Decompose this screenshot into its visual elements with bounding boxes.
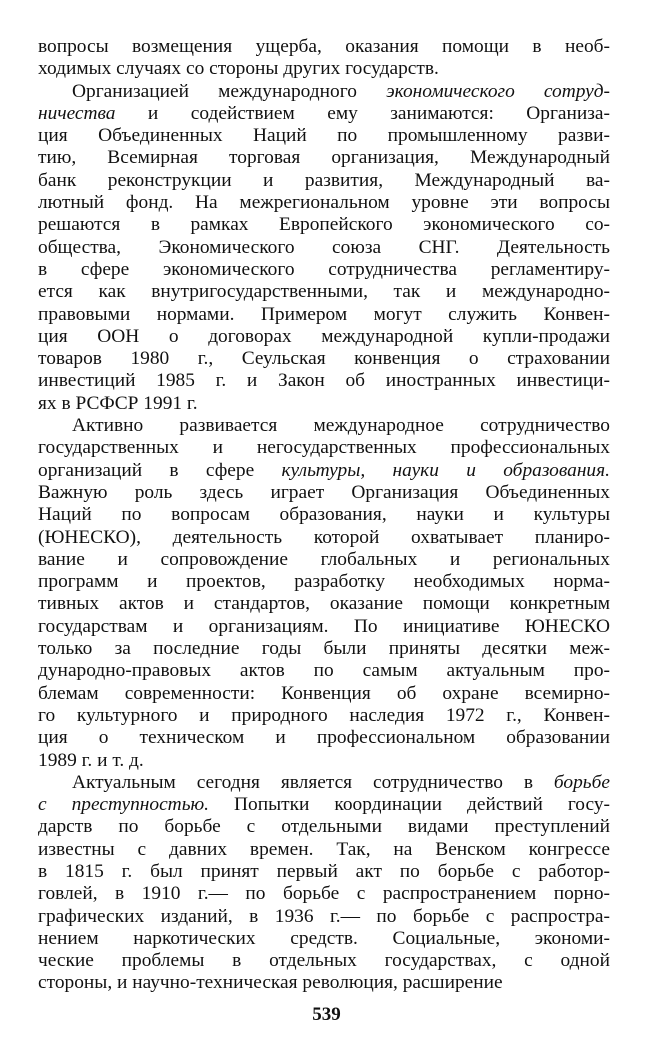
text-line: общества, Экономического союза СНГ. Деятельность — [38, 236, 610, 258]
text-line: стороны, и научно-техническая революция, расширение — [38, 972, 503, 994]
text-line: ция о техническом и профессиональном образовании — [38, 727, 610, 749]
text-line: в 1815 г. был принят первый акт по борьбе с работор- — [38, 860, 610, 882]
text-line: тию, Всемирная торговая организация, Международный — [38, 147, 610, 169]
text-line: решаются в рамках Европейского экономического со- — [38, 214, 610, 236]
text-line: графических изданий, в 1936 г.— по борьбе с распростра- — [38, 905, 610, 927]
text-line: ничества и содействием ему занимаются: Организа- — [38, 102, 610, 124]
emphasis-text: с преступностью. — [38, 794, 210, 816]
text-line: блемам современности: Конвенция об охране всемирно- — [38, 682, 610, 704]
text-line: Важную роль здесь играет Организация Объединенных — [38, 481, 610, 503]
text-line: вание и сопровождение глобальных и региональных — [38, 548, 610, 570]
page-number: 539 — [312, 1004, 341, 1025]
text-line: товаров 1980 г., Сеульская конвенция о страховании — [38, 348, 610, 370]
text-line: нением наркотических средств. Социальные, экономи- — [38, 927, 610, 949]
text-line: с преступностью. Попытки координации действий госу- — [38, 794, 610, 816]
text-line: вопросы возмещения ущерба, оказания помощи в необ- — [38, 36, 610, 57]
text-line: известны с давних времен. Так, на Венском конгрессе — [38, 838, 610, 860]
text-line: ция ООН о договорах международной купли-продажи — [38, 325, 610, 347]
text-line: государственных и негосударственных профессиональных — [38, 437, 610, 459]
text-line: го культурного и природного наследия 1972 г., Конвен- — [38, 704, 610, 726]
text-line: 1989 г. и т. д. — [38, 749, 144, 771]
text-line: лютный фонд. На межрегиональном уровне эти вопросы — [38, 192, 610, 214]
paragraph — [38, 36, 610, 81]
emphasis-text: культуры, науки и образования. — [281, 459, 610, 481]
text-line: ходимых случаях со стороны других государств. — [38, 58, 439, 80]
page-body — [38, 36, 610, 995]
text-line: ется как внутригосударственными, так и международно- — [38, 281, 610, 303]
text-line: правовыми нормами. Примером могут служить Конвен- — [38, 303, 610, 325]
text-line: дународно-правовых актов по самым актуальным про- — [38, 660, 610, 682]
text-line: (ЮНЕСКО), деятельность которой охватывает планиро- — [38, 526, 610, 548]
paragraph — [38, 81, 610, 415]
text-line: ция Объединенных Наций по промышленному разви- — [38, 125, 610, 147]
text-line: дарств по борьбе с отдельными видами преступлений — [38, 816, 610, 838]
paragraph — [38, 415, 610, 772]
text-line: тивных актов и стандартов, оказание помощи конкретным — [38, 593, 610, 615]
text-line: только за последние годы были приняты десятки меж- — [38, 638, 610, 660]
text-line: организаций в сфере культуры, науки и образования. — [38, 459, 610, 481]
emphasis-text: борьбе — [553, 771, 610, 793]
emphasis-text: ничества — [38, 102, 116, 124]
text-line: Организацией международного экономического сотруд- — [72, 80, 610, 102]
text-line: Актуальным сегодня является сотрудничество в борьбе — [72, 771, 610, 793]
text-line: государствам и организациям. По инициативе ЮНЕСКО — [38, 615, 610, 637]
text-line: в сфере экономического сотрудничества регламентиру- — [38, 258, 610, 280]
text-line: Активно развивается международное сотрудничество — [72, 415, 610, 437]
text-line: программ и проектов, разработку необходимых норма- — [38, 571, 610, 593]
text-line: банк реконструкции и развития, Международный ва- — [38, 169, 610, 191]
text-line: инвестиций 1985 г. и Закон об иностранных инвестици- — [38, 370, 610, 392]
paragraph — [38, 772, 610, 995]
text-line: говлей, в 1910 г.— по борьбе с распространением порно- — [38, 883, 610, 905]
text-line: Наций по вопросам образования, науки и культуры — [38, 504, 610, 526]
emphasis-text: экономического сотруд- — [386, 80, 610, 102]
text-line: ях в РСФСР 1991 г. — [38, 392, 198, 414]
text-line: ческие проблемы в отдельных государствах, с одной — [38, 950, 610, 972]
